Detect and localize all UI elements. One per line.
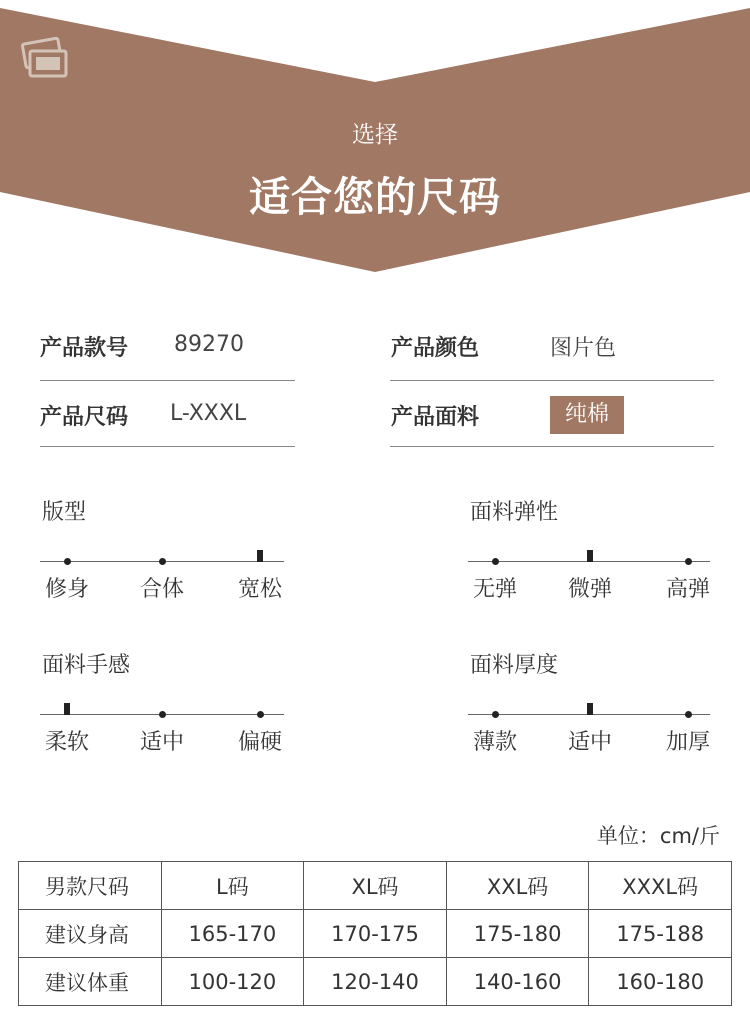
table-cell: XXXL码 (589, 862, 732, 910)
scale-dot (492, 711, 499, 718)
divider (40, 380, 295, 381)
table-row (19, 958, 732, 1006)
scale-dot (685, 558, 692, 565)
scale-title: 版型 (42, 500, 87, 525)
table-row (19, 910, 732, 958)
color-label: 产品颜色 (391, 336, 480, 361)
divider (390, 446, 714, 447)
scale-dot (685, 711, 692, 718)
scale-tick-label: 柔软 (44, 730, 89, 755)
table-cell: 100-120 (161, 958, 304, 1006)
scale-title: 面料厚度 (470, 653, 559, 678)
scale-title: 面料弹性 (470, 500, 559, 525)
scale-dot (257, 711, 264, 718)
table-cell: 175-180 (446, 910, 589, 958)
size-label: 产品尺码 (40, 405, 129, 430)
scale-tick-label: 宽松 (237, 577, 282, 602)
table-cell: 160-180 (589, 958, 732, 1006)
table-cell: 165-170 (161, 910, 304, 958)
scale-tick-label: 偏硬 (237, 730, 282, 755)
scale-title: 面料手感 (42, 653, 131, 678)
table-cell: 170-175 (304, 910, 447, 958)
color-value: 图片色 (550, 336, 617, 361)
table-cell: 175-188 (589, 910, 732, 958)
size-table (18, 861, 732, 1006)
scale-dot (159, 711, 166, 718)
scale-tick-label: 微弹 (567, 577, 612, 602)
table-header-row (19, 862, 732, 910)
fabric-badge: 纯棉 (550, 396, 624, 434)
divider (40, 446, 295, 447)
scale-selected-marker (257, 550, 263, 562)
table-cell: 120-140 (304, 958, 447, 1006)
scale-tick-label: 薄款 (472, 730, 517, 755)
scale-selected-marker (64, 703, 70, 715)
table-cell: 140-160 (446, 958, 589, 1006)
size-value: L-XXXL (170, 401, 247, 426)
table-cell: L码 (161, 862, 304, 910)
table-cell: XXL码 (446, 862, 589, 910)
row-label-cell: 男款尺码 (19, 862, 162, 910)
divider (390, 380, 714, 381)
scale-tick-label: 无弹 (472, 577, 517, 602)
banner-title: 适合您的尺码 (249, 173, 501, 221)
scale-dot (492, 558, 499, 565)
scale-tick-label: 修身 (44, 577, 89, 602)
fabric-label: 产品面料 (391, 405, 480, 430)
scale-dot (159, 558, 166, 565)
banner-subtitle: 选择 (352, 122, 398, 148)
scale-dot (64, 558, 71, 565)
scale-tick-label: 加厚 (665, 730, 710, 755)
row-label-cell: 建议体重 (19, 958, 162, 1006)
table-cell: XL码 (304, 862, 447, 910)
scale-tick-label: 适中 (139, 730, 184, 755)
scale-tick-label: 高弹 (665, 577, 710, 602)
scale-selected-marker (587, 703, 593, 715)
scale-tick-label: 适中 (567, 730, 612, 755)
unit-label: 单位：cm/斤 (596, 824, 720, 848)
style-no-value: 89270 (174, 332, 244, 357)
scale-selected-marker (587, 550, 593, 562)
style-no-label: 产品款号 (40, 336, 129, 361)
scale-tick-label: 合体 (139, 577, 184, 602)
row-label-cell: 建议身高 (19, 910, 162, 958)
